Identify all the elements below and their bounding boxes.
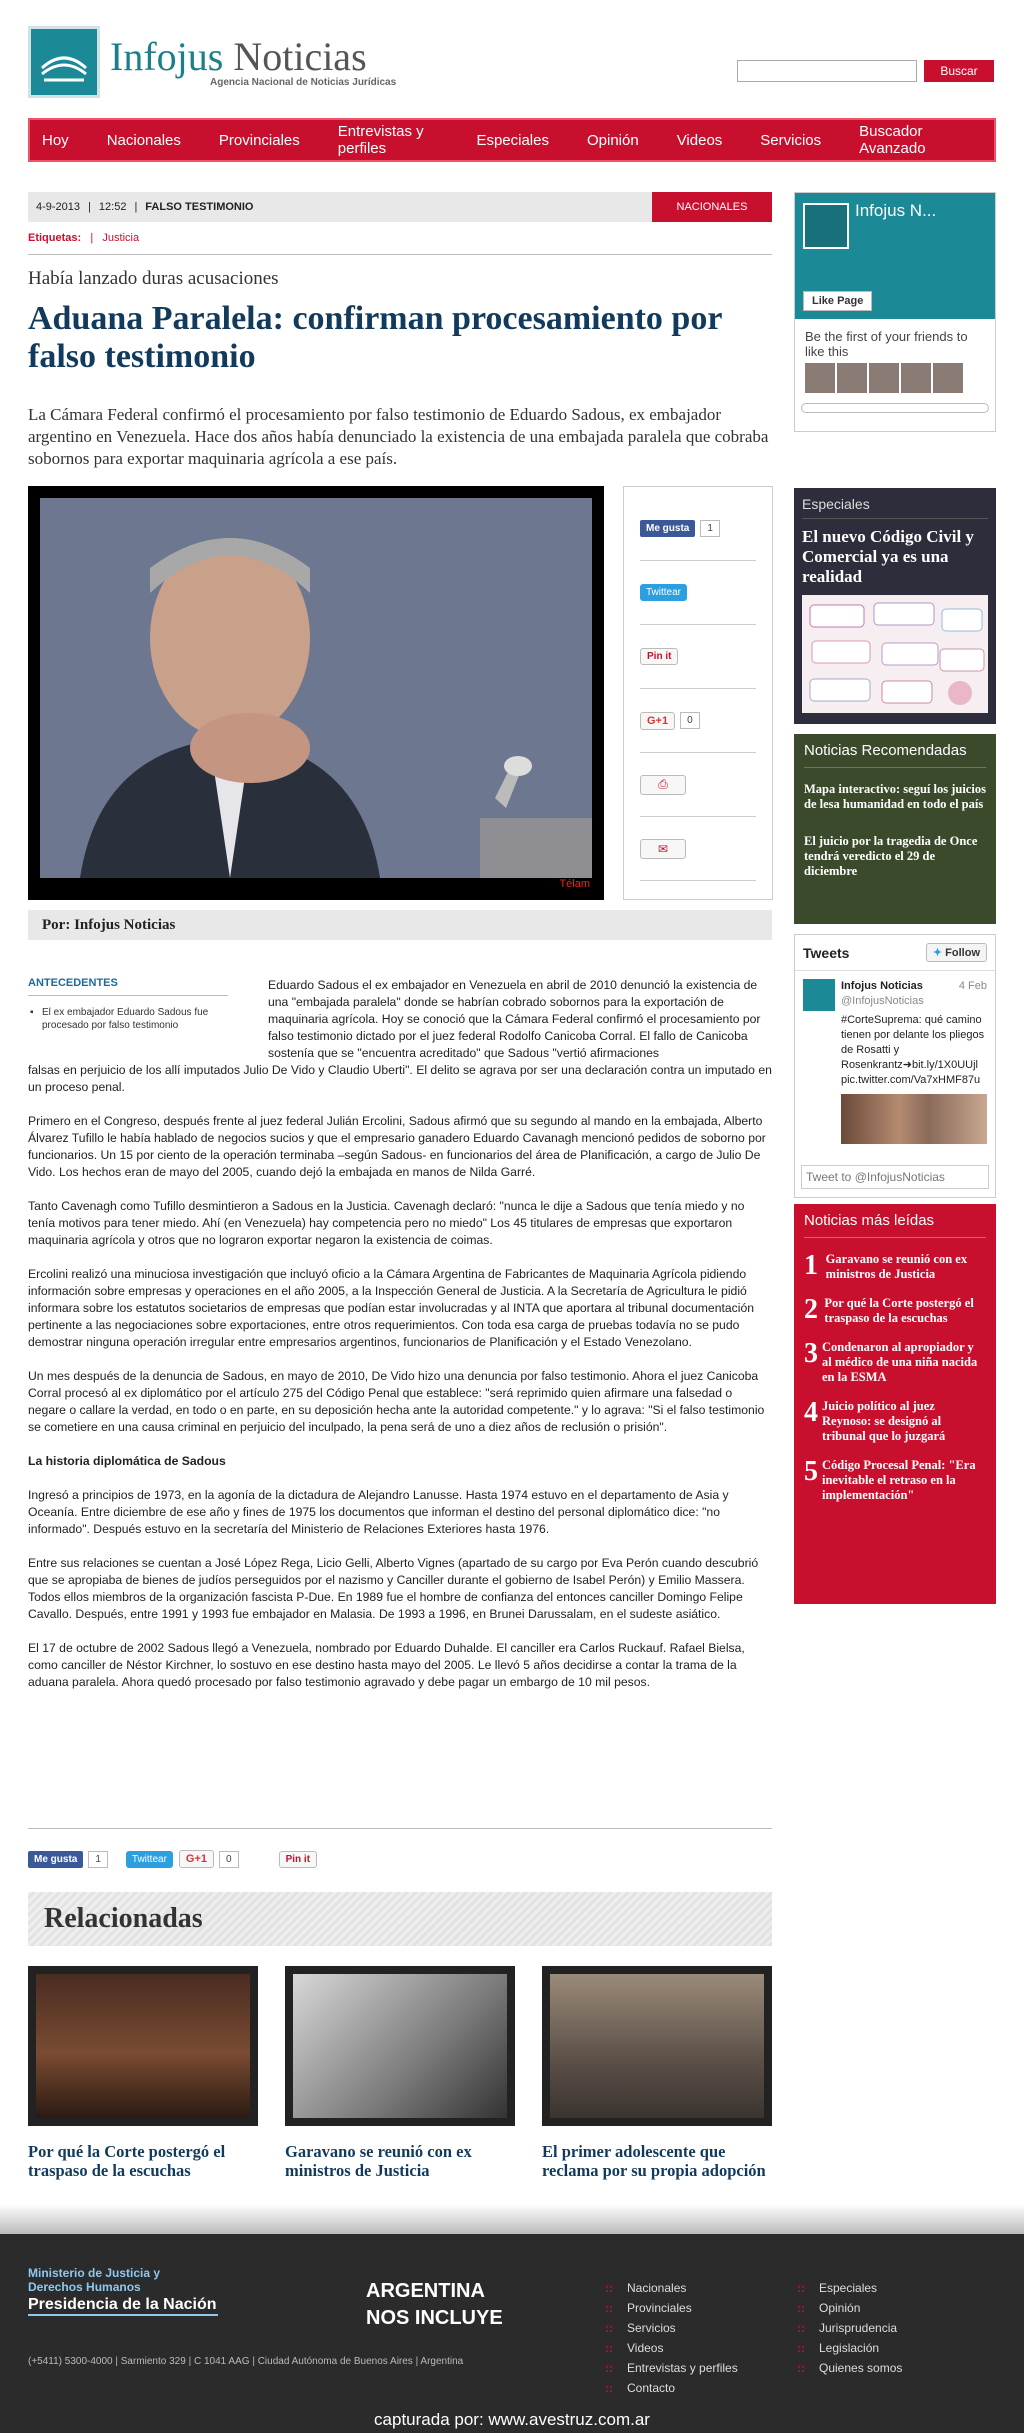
related-card[interactable] <box>542 1966 772 2180</box>
site-footer <box>0 2234 1024 2433</box>
google-plus-button[interactable]: G+1 <box>640 712 675 730</box>
article-date: 4-9-2013 <box>36 201 81 213</box>
footer-link[interactable]: Quienes somos :: <box>797 2358 902 2378</box>
article-topic: FALSO TESTIMONIO <box>145 201 254 213</box>
share-bar-bottom <box>28 1848 317 1870</box>
ministry-name: Ministerio de Justicia y Derechos Humanos <box>28 2266 161 2294</box>
related-card[interactable] <box>28 1966 258 2180</box>
related-image <box>542 1966 772 2126</box>
especiales-title[interactable]: El nuevo Código Civil y Comercial ya es una realidad <box>802 527 974 586</box>
facebook-page-widget <box>794 192 996 432</box>
especiales-image[interactable] <box>802 595 988 713</box>
printer-icon[interactable]: ⎙ <box>640 775 686 795</box>
footer-links-1 <box>605 2278 738 2398</box>
argentina-logo <box>366 2278 503 2332</box>
tag-link[interactable]: Justicia <box>102 232 140 244</box>
share-facebook <box>640 497 756 561</box>
related-heading: Relacionadas <box>28 1892 772 1946</box>
most-read-title[interactable]: Condenaron al apropiador y al médico de una niña nacida en la ESMA <box>822 1340 978 1384</box>
nav-item-hoy[interactable]: Hoy <box>42 131 69 149</box>
nav-item-especiales[interactable]: Especiales <box>476 131 549 149</box>
follow-label: Follow <box>945 947 980 959</box>
facebook-friends-text: Be the first of your friends to like this <box>805 329 968 359</box>
most-read-item[interactable] <box>804 1296 986 1326</box>
article-time: 12:52 <box>98 201 127 213</box>
bird-icon: ✦ <box>932 947 943 959</box>
article-body <box>28 1062 772 1691</box>
footer-link[interactable]: Provinciales :: <box>605 2298 738 2318</box>
tags-label: Etiquetas: <box>28 232 82 244</box>
related-title[interactable]: Por qué la Corte postergó el traspaso de la escuchas <box>28 2142 226 2180</box>
especiales-box <box>794 488 996 724</box>
paragraph: El 17 de octubre de 2002 Sadous llegó a Venezuela, nombrado por Eduardo Duhalde. El canciller era Carlos Ruckauf. Rafael Bielsa, como canciller de Néstor Kirchner, lo sostuvo en ese destino hasta mayo del 2005. Le llevó 5 años decidirse a contar la trama de la aduana paralela. Ahora quedó procesado por falso testimonio agravado y debe pagar un embargo de 10 mil pesos. <box>28 1641 745 1689</box>
tweet-text: #CorteSuprema: qué camino tienen por delante los pliegos de Rosatti y Rosenkrantz➜bit.ly/1X0UUjl pic.twitter.com/Va7xHMF87u <box>841 1014 985 1086</box>
most-read-box <box>794 1204 996 1604</box>
footer-link[interactable]: Especiales :: <box>797 2278 902 2298</box>
search-form <box>737 60 994 82</box>
facebook-cover <box>795 193 995 319</box>
argentina-line1: ARGENTINA <box>366 2280 485 2302</box>
share-google <box>640 689 756 753</box>
nav-item-provinciales[interactable]: Provinciales <box>218 131 300 149</box>
related-title[interactable]: Garavano se reunió con ex ministros de Justicia <box>285 2142 472 2180</box>
share-email <box>640 817 756 881</box>
capture-watermark: capturada por: www.avestruz.com.ar <box>374 2410 650 2429</box>
twitter-follow-button[interactable] <box>926 943 987 962</box>
recommended-box <box>794 734 996 924</box>
nav-item-videos[interactable]: Videos <box>676 131 723 149</box>
rank-number: 5 <box>804 1456 818 1487</box>
most-read-title[interactable]: Por qué la Corte postergó el traspaso de la escuchas <box>824 1296 974 1325</box>
avatar[interactable] <box>837 363 867 393</box>
search-button[interactable]: Buscar <box>924 60 994 82</box>
recommended-heading: Noticias Recomendadas <box>804 742 986 768</box>
most-read-title[interactable]: Garavano se reunió con ex ministros de Justicia <box>825 1252 968 1281</box>
nav-item-entrevistas[interactable]: Entrevistas y perfiles <box>337 123 424 157</box>
share-panel <box>623 486 773 900</box>
paragraph: Ingresó a principios de 1973, en la agonía de la dictadura de Alejandro Lanusse. Hasta 1974 estuvo en el departamento de Asia y Oceanía. Entre diciembre de ese año y fines de 1975 los documentos que informan el destino del personal diplomático dice: "no informado". Después estuvo en la secretaría del Ministerio de Relaciones Exteriores hasta 1976. <box>28 1488 729 1536</box>
footer-link[interactable]: Jurisprudencia :: <box>797 2318 902 2338</box>
share-print <box>640 753 756 817</box>
argentina-line2: NOS INCLUYE <box>366 2307 503 2329</box>
facebook-faces <box>795 363 995 393</box>
book-logo-icon <box>28 26 100 98</box>
related-image <box>285 1966 515 2126</box>
tweet-date: 4 Feb <box>958 980 987 992</box>
logo-name: Infojus <box>110 33 224 79</box>
facebook-avatar <box>803 203 849 249</box>
footer-link[interactable]: Opinión :: <box>797 2298 902 2318</box>
antecedentes-title: ANTECEDENTES <box>28 977 228 996</box>
tweet-user[interactable]: Infojus Noticias <box>841 980 923 992</box>
site-logo[interactable] <box>28 24 398 100</box>
main-nav <box>28 118 996 162</box>
related-card[interactable] <box>285 1966 515 2180</box>
avatar[interactable] <box>869 363 899 393</box>
paragraph: Primero en el Congreso, después frente al juez federal Julián Ercolini, Sadous afirmó que su segundo al mando en la embajada, Alberto Álvarez Tufillo le había hablado de negocios sucios y que el empresario ganadero Eduardo Cavanagh mencionó pedidos de soborno por funcionarios. Un 15 por ciento de la operación terminaba –según Sadous- en funcionarios del área de Planificación, a cargo de Julio De Vido. Los hechos eran de mayo del 2005, cuando dejó la embajada en manos de Nilda Garré. <box>28 1114 766 1179</box>
facebook-like-page-button[interactable]: Like Page <box>803 291 872 311</box>
pin-it-button[interactable]: Pin it <box>640 648 678 665</box>
footer-link[interactable]: Entrevistas y perfiles :: <box>605 2358 738 2378</box>
related-title[interactable]: El primer adolescente que reclama por su propia adopción <box>542 2142 766 2180</box>
article-byline: Por: Infojus Noticias <box>28 910 772 940</box>
nav-item-opinion[interactable]: Opinión <box>586 131 639 149</box>
tweet-handle: @InfojusNoticias <box>841 995 924 1007</box>
article-subhead: La historia diplomática de Sadous <box>28 1454 226 1468</box>
share-twitter <box>640 561 756 625</box>
footer-link[interactable]: Nacionales :: <box>605 2278 738 2298</box>
logo-name-2: Noticias <box>233 33 367 79</box>
article-tags: Etiquetas: | Justicia <box>28 232 140 244</box>
most-read-item[interactable] <box>804 1399 986 1444</box>
tweet-image[interactable] <box>841 1094 987 1144</box>
paragraph: Eduardo Sadous el ex embajador en Venezuela en abril de 2010 denunció la existencia de una "embajada paralela" donde se habrían cobrado sobornos para la exportación de maquinaria agrícola. Hoy se conoció que la Cámara Federal confirmó el procesamiento por falso testimonio dictado por el juez federal Rodolfo Canicoba Corral. El fallo de Canicoba sostenía que se "encuentra acreditado" que Sadous "vertió afirmaciones <box>268 978 761 1060</box>
most-read-item[interactable] <box>804 1252 986 1282</box>
divider <box>28 1828 772 1829</box>
rank-number: 2 <box>804 1294 818 1325</box>
ministry-logo[interactable] <box>28 2266 218 2316</box>
footer-link[interactable]: Legislación :: <box>797 2338 902 2358</box>
tweet-input[interactable]: Tweet to @InfojusNoticias <box>801 1165 989 1189</box>
avatar[interactable] <box>933 363 963 393</box>
facebook-like-button[interactable]: Me gusta <box>640 520 695 537</box>
tweet <box>795 971 995 1152</box>
paragraph: Un mes después de la denuncia de Sadous, en mayo de 2010, De Vido hizo una denuncia por falso testimonio. Ahora el juez Canicoba Corral procesó al ex diplomático por el artículo 275 del Código Penal que establece: "será reprimido quien afirmare una falsedad o negare o callare la verdad, en todo o en parte, en su deposición hecha ante la autoridad competente." y lo agrava: "Si el falso testimonio se cometiere en una causa criminal en perjuicio del inculpado, la pena será de uno a diez años de reclusión o prisión". <box>28 1369 765 1434</box>
antecedentes-box <box>28 977 228 1032</box>
most-read-title[interactable]: Código Procesal Penal: "Era inevitable el retraso en la implementación" <box>822 1458 976 1502</box>
photo-credit: Télam <box>559 878 590 890</box>
footer-link[interactable]: Videos :: <box>605 2338 738 2358</box>
envelope-icon[interactable]: ✉ <box>640 839 686 859</box>
most-read-heading: Noticias más leídas <box>804 1212 986 1238</box>
photo-image <box>40 498 592 878</box>
search-input[interactable] <box>737 60 917 82</box>
antecedentes-item[interactable]: ▪ El ex embajador Eduardo Sadous fue procesado por falso testimonio <box>28 1006 228 1032</box>
paragraph: Entre sus relaciones se cuentan a José López Rega, Licio Gelli, Alberto Vignes (apartado de su cargo por Eva Perón cuando descubrió que se apropiaba de bienes de judíos perseguidos por el nazismo y Canciller durante el gobierno de Isabel Perón) y Emilio Massera. Todos ellos miembros de la organización fascista P-Due. En 1989 fue el hombre de confianza del entonces canciller Domingo Felipe Cavallo. Después, entre 1991 y 1993 fue embajador en Malasia. De 1993 a 1996, en Brunei Darussalam, en el sudeste asiático. <box>28 1556 759 1621</box>
recommended-item[interactable]: El juicio por la tragedia de Once tendrá veredicto el 29 de diciembre <box>804 834 978 878</box>
nav-item-servicios[interactable]: Servicios <box>760 131 822 149</box>
facebook-count: 1 <box>88 1851 108 1868</box>
pin-it-button[interactable]: Pin it <box>279 1851 317 1868</box>
share-pinterest <box>640 625 756 689</box>
paragraph: Ercolini realizó una minuciosa investigación que incluyó oficio a la Cámara Argentina de Fabricantes de Maquinaria Agrícola pidiendo información sobre empresas y operaciones en el año 2005, a la Inspección General de Justicia. A la Secretaría de Agricultura le pidió informara sobre los estatutos societarios de empresas que podían estar involucradas y al INTA que aportara al tribunal documentación pertinente a las negociaciones sobre exportaciones, entre otros requerimientos. Con toda esa carga de pruebas todavía no se pudo demostrar ninguna operación irregular entre empresarios argentinos, funcionarios de Planificación y el Estado Venezolano. <box>28 1267 755 1349</box>
article-title: Aduana Paralela: confirman procesamiento por falso testimonio <box>28 300 722 375</box>
google-plus-button[interactable]: G+1 <box>179 1850 214 1868</box>
footer-shadow <box>0 2204 1024 2234</box>
tweet-button[interactable]: Twittear <box>640 584 687 601</box>
especiales-heading: Especiales <box>802 496 988 519</box>
facebook-like-button[interactable]: Me gusta <box>28 1851 83 1868</box>
most-read-item[interactable] <box>804 1340 986 1385</box>
section-badge[interactable]: NACIONALES <box>652 192 772 222</box>
footer-link[interactable]: Contacto :: <box>605 2378 738 2398</box>
recommended-item[interactable]: Mapa interactivo: seguí los juicios de lesa humanidad en todo el país <box>804 782 986 811</box>
avatar[interactable] <box>901 363 931 393</box>
footer-link[interactable]: Servicios :: <box>605 2318 738 2338</box>
google-plus-count: 0 <box>219 1851 239 1868</box>
logo-tagline: Agencia Nacional de Noticias Jurídicas <box>210 76 397 88</box>
avatar[interactable] <box>805 363 835 393</box>
article-photo <box>28 486 604 900</box>
most-read-title[interactable]: Juicio político al juez Reynoso: se designó al tribunal que lo juzgará <box>822 1399 946 1443</box>
footer-links-2 <box>797 2278 902 2378</box>
nav-item-buscador[interactable]: Buscador Avanzado <box>859 123 926 157</box>
facebook-page-name[interactable]: Infojus N... <box>855 201 937 220</box>
footer-address: (+5411) 5300-4000 | Sarmiento 329 | C 1041 AAG | Ciudad Autónoma de Buenos Aires | Argentina <box>28 2356 464 2367</box>
presidencia-name: Presidencia de la Nación <box>28 2298 218 2316</box>
article-lead: La Cámara Federal confirmó el procesamiento por falso testimonio de Eduardo Sadous, ex embajador argentino en Venezuela. Hace dos años había denunciado la existencia de una embajada paralela que cobraba sobornos para exportar maquinaria agrícola a ese país. <box>28 405 769 468</box>
divider <box>28 254 772 255</box>
rank-number: 4 <box>804 1397 818 1428</box>
rank-number: 3 <box>804 1338 818 1369</box>
facebook-scrollbar[interactable] <box>801 403 989 413</box>
facebook-count: 1 <box>700 520 720 537</box>
avatar[interactable] <box>803 979 835 1011</box>
paragraph: Tanto Cavenagh como Tufillo desmintieron a Sadous en la Justicia. Cavenagh declaró: "nunca le dije a Sadous que tenía miedo y no tenía motivos para tener miedo. Ahí (en Venezuela) hay competencia pero no miedo" Los 45 titulares de empresas que exportaron maquinaria agrícola y otros que no lograron exportar negaron la existencia de coimas. <box>28 1199 745 1247</box>
article-meta-bar: 4-9-2013 | 12:52 | FALSO TESTIMONIO NACIONALES <box>28 192 772 222</box>
nav-item-nacionales[interactable]: Nacionales <box>106 131 181 149</box>
tweets-heading: Tweets <box>803 944 850 961</box>
site-header <box>0 0 1024 118</box>
rank-number: 1 <box>804 1250 818 1281</box>
tweet-button[interactable]: Twittear <box>126 1851 173 1868</box>
article-kicker: Había lanzado duras acusaciones <box>28 268 279 289</box>
most-read-item[interactable] <box>804 1458 986 1503</box>
twitter-widget <box>794 934 996 1198</box>
related-image <box>28 1966 258 2126</box>
google-plus-count: 0 <box>680 712 700 729</box>
paragraph: falsas en perjuicio de los allí imputados Julio De Vido y Claudio Uberti". El delito se agrava por ser una declaración contra un imputado en un proceso penal. <box>28 1063 772 1094</box>
